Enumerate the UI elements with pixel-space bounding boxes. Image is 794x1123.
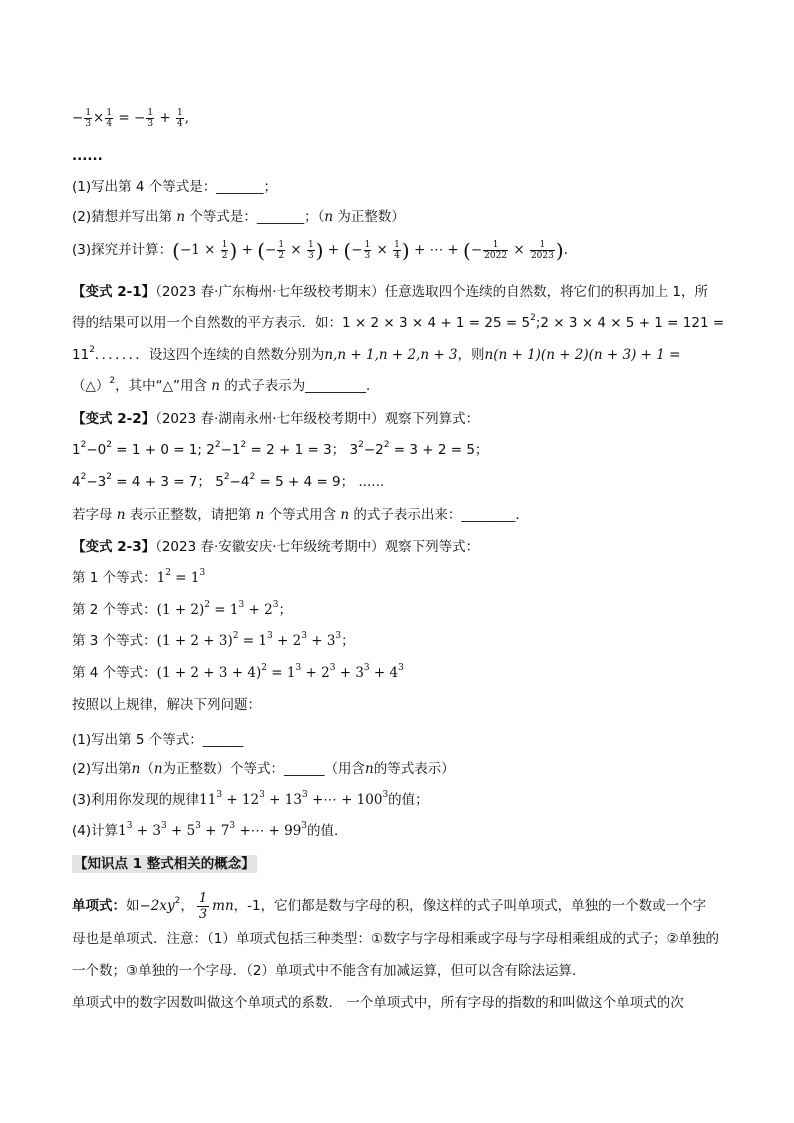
- text: (4)计算: [72, 823, 119, 839]
- monomial-line-3: 一个数；③单独的一个字母．（2）单项式中不能含有加减运算，但可以含有除法运算．: [72, 963, 586, 979]
- source: （2023 春·湖南永州·七年级校考期中）: [155, 411, 385, 427]
- numerator: 1: [483, 240, 508, 251]
- numerator: 1: [176, 108, 183, 118]
- rule-text: 按照以上规律，解决下列问题：: [72, 697, 261, 713]
- math-text: + 7: [200, 823, 230, 839]
- text: ;2 × 3 × 4 × 5 + 1 = 121 =: [535, 315, 725, 331]
- problem-4: (4)计算$1^3 + 3^3 + 5^3 + 7^3$ +⋯ + $99^3$的值．: [72, 821, 348, 839]
- math-text: = 1 + 0 = 1; 2: [111, 442, 215, 458]
- variant-2-2-row-1: $1^2-0^2 = 1 + 0 = 1$; $2^2-1^2 = 2 + 1 = 3$； $3^2-2^2 = 3 + 2 = 5$；: [72, 440, 489, 458]
- variant-2-3-header: [72, 537, 754, 557]
- math-text: = 3 + 2 = 5；: [389, 442, 489, 458]
- math-text: −1: [220, 442, 241, 458]
- text: 为正整数）个等式：______（用含: [162, 761, 366, 777]
- math-text: +: [159, 110, 171, 126]
- knowledge-point-heading: [72, 854, 754, 874]
- numerator: 1: [278, 240, 285, 250]
- variant-2-2-header: [72, 409, 754, 429]
- equation-2: 第 2 个等式：$(1 + 2)^2 = 1^3 + 2^3$；: [72, 600, 292, 618]
- source: （2023 春·安徽安庆·七年级统考期中）: [155, 539, 385, 555]
- fraction: [530, 240, 555, 261]
- denominator: 4: [106, 119, 113, 129]
- text: 表示正整数，请把第: [125, 507, 256, 523]
- math-text: 1: [118, 823, 127, 839]
- text: 为正整数）: [333, 209, 405, 225]
- variant-2-2-question: [72, 505, 754, 525]
- text: 任意选取四个连续的自然数，将它们的积再加上 1，所: [384, 284, 708, 300]
- text: 第 3 个等式：: [72, 633, 157, 649]
- text: 个等式是：_______；（: [185, 209, 325, 225]
- numerator: 1: [147, 108, 154, 118]
- text: 的式子表示出来：________．: [349, 507, 529, 523]
- text: 11: [72, 347, 90, 363]
- var-n: n: [211, 378, 220, 394]
- math-text: −3: [86, 474, 107, 490]
- source: （2023 春·广东梅州·七年级校考期末）: [155, 284, 385, 300]
- fraction: [84, 108, 92, 129]
- math-text: = 5 + 4 = 9； ......: [255, 474, 385, 490]
- variant-2-1-line-2: 得的结果可以用一个自然数的平方表示．如：$1 \times 2 \times 3 \times 4 + 1 = 25 = 5^2;2 \times 3 \times 4 \times 5 + 1 = 121$ =: [72, 313, 725, 331]
- text: 的式子表示为_________．: [220, 378, 380, 394]
- math-text: .: [563, 242, 568, 258]
- math-text: n(n + 1)(n + 2)(n + 3) + 1 =: [484, 347, 681, 363]
- denominator: 2022: [484, 251, 508, 261]
- math-text: 4: [72, 474, 81, 490]
- math-text: + ⋯ +: [409, 242, 464, 258]
- text: ，其中“△”用含: [115, 378, 212, 394]
- math-text: −: [265, 242, 277, 258]
- denominator: 3: [85, 119, 92, 129]
- text: 观察下列等式：: [384, 539, 480, 555]
- math-text: ×: [509, 242, 529, 258]
- math-text: 11: [199, 792, 217, 808]
- numerator: 1: [307, 240, 314, 250]
- math-text: −0: [86, 442, 107, 458]
- var-n: n: [340, 507, 350, 523]
- var-n: n: [324, 209, 334, 225]
- math-text: +: [237, 242, 258, 258]
- math-text: + 3: [132, 823, 161, 839]
- math-text: ,: [184, 110, 189, 126]
- var-n: n: [365, 761, 374, 777]
- variant-tag: 【变式 2-2】: [72, 411, 156, 427]
- math-text: + 12: [222, 792, 260, 808]
- text: 的等式表示）: [373, 761, 455, 777]
- text: ，则: [457, 347, 485, 363]
- text: 若字母: [72, 507, 117, 523]
- text: （: [140, 761, 154, 777]
- math-text: ×: [93, 110, 105, 126]
- text: 个等式用含: [264, 507, 341, 523]
- variant-2-1-line-1: [72, 282, 754, 302]
- fraction: [483, 240, 508, 261]
- equation-line-3: [72, 108, 754, 129]
- fraction: [197, 891, 209, 922]
- math-text: = −: [118, 110, 146, 126]
- numerator: 1: [530, 240, 555, 251]
- var-n: n: [255, 507, 265, 523]
- math-text: +⋯ + 99: [235, 823, 302, 839]
- math-text: −2: [363, 442, 384, 458]
- text: (2)写出第: [72, 761, 132, 777]
- fraction: [393, 240, 401, 261]
- numerator: 1: [364, 240, 371, 250]
- text: 得的结果可以用一个自然数的平方表示．如：1 × 2 × 3 × 4 + 1 = 25 = 5: [72, 315, 531, 331]
- problem-1: (1)写出第 5 个等式：______: [72, 732, 244, 748]
- question-3: [72, 240, 754, 261]
- fraction: [221, 240, 229, 261]
- ellipsis: ......: [72, 148, 103, 164]
- math-text: + 5: [166, 823, 196, 839]
- text: 第 1 个等式：: [72, 570, 157, 586]
- problem-2: [72, 759, 754, 779]
- text: 的值；: [388, 792, 429, 808]
- equation-3: 第 3 个等式：$(1 + 2 + 3)^2 = 1^3 + 2^3 + 3^3$；: [72, 631, 355, 649]
- var-n: n: [131, 761, 141, 777]
- denominator: 2: [278, 251, 285, 261]
- denominator: 3: [147, 119, 154, 129]
- variant-tag: 【变式 2-3】: [72, 539, 156, 555]
- variant-2-1-line-4: （△）$^2$，其中“△”用含 n 的式子表示为_________．: [72, 376, 380, 394]
- math-text: −4: [229, 474, 250, 490]
- text: 如: [126, 898, 140, 914]
- math-text: n,n + 1,n + 2,n + 3: [324, 347, 458, 363]
- variant-2-1-line-3: $11^2$．．．．．．．设这四个连续的自然数分别为n,n + 1,n + 2,n + 3，则n(n + 1)(n + 2)(n + 3) + 1 =: [72, 345, 681, 363]
- fraction: [277, 240, 285, 261]
- monomial-line-2: 母也是单项式．注意：（1）单项式包括三种类型：①数字与字母相乘或字母与字母相乘组成的式子；②单独的: [72, 931, 720, 947]
- variant-tag: 【变式 2-1】: [72, 284, 156, 300]
- text: ，: [180, 898, 194, 914]
- fraction: [364, 240, 372, 261]
- fraction: [176, 108, 184, 129]
- text: (2)猜想并写出第: [72, 209, 177, 225]
- math-text: −: [470, 242, 483, 258]
- fraction: [146, 108, 154, 129]
- var-n: n: [153, 761, 163, 777]
- math-text: + 13: [264, 792, 302, 808]
- monomial-line-1: 单项式：如$-2xy^2$， $\frac{1}{3}$ mn，-1，它们都是数与字母的积，像这样的式子叫单项式，单独的一个数或一个字: [72, 890, 707, 922]
- math-text: +⋯ + 100: [307, 792, 383, 808]
- math-text: +: [323, 242, 344, 258]
- math-text: = 4 + 3 = 7； 5: [111, 474, 224, 490]
- var-n: n: [116, 507, 126, 523]
- math-text: −: [72, 110, 84, 126]
- math-text: −: [351, 242, 363, 258]
- numerator: 1: [198, 890, 208, 906]
- fraction: [307, 240, 315, 261]
- term-label: 单项式：: [72, 898, 126, 914]
- expression: (−1 × $\frac{1}{2}$ ) + (− $\frac{1}{2}$ × $\frac{1}{3}$ ) + (− $\frac{1}{3}$ × $\frac{1}{4}$ ) + ⋯ + (− $\frac{1}{2022}$ × $\frac{1}{2023}$ ).: [172, 238, 568, 263]
- text: 第 4 个等式：: [72, 665, 157, 681]
- text: （△）: [72, 378, 110, 394]
- equation-1: 第 1 个等式：$1^2 = 1^3$: [72, 568, 206, 586]
- equation-4: 第 4 个等式：$(1 + 2 + 3 + 4)^2 = 1^3 + 2^3 + 3^3 + 4^3$: [72, 663, 404, 681]
- denominator: 2: [221, 251, 228, 261]
- var-n: n: [176, 209, 186, 225]
- variant-2-2-row-2: $4^2-3^2 = 4 + 3 = 7$； $5^2-4^2 = 5 + 4 = 9$； ......: [72, 472, 385, 490]
- math-text: mn: [212, 898, 234, 914]
- text: (3)探究并计算：: [72, 242, 173, 258]
- denominator: 3: [307, 251, 314, 261]
- numerator: 1: [221, 240, 228, 250]
- question-2: [72, 207, 754, 227]
- numerator: 1: [106, 108, 113, 118]
- denominator: 2023: [530, 251, 554, 261]
- math-text: = 2 + 1 = 3； 3: [246, 442, 359, 458]
- numerator: 1: [394, 240, 400, 250]
- knowledge-point-label: 【知识点 1 整式相关的概念】: [74, 856, 255, 872]
- text: 的值．: [307, 823, 348, 839]
- denominator: 4: [394, 251, 400, 261]
- math-text: −2xy: [139, 898, 175, 914]
- question-1: (1)写出第 4 个等式是：_______；: [72, 179, 278, 195]
- monomial-line-4: 单项式中的数字因数叫做这个单项式的系数． 一个单项式中，所有字母的指数的和叫做这个单项式的次: [72, 995, 684, 1011]
- fraction: [105, 108, 113, 129]
- text: ．．．．．．．设这四个连续的自然数分别为: [94, 347, 325, 363]
- math-text: ×: [286, 242, 306, 258]
- denominator: 3: [198, 906, 208, 922]
- numerator: 1: [85, 108, 92, 118]
- text: 第 2 个等式：: [72, 602, 157, 618]
- text: (3)利用你发现的规律: [72, 792, 200, 808]
- math-text: −1 ×: [179, 242, 220, 258]
- text: ，-1，它们都是数与字母的积，像这样的式子叫单项式，单独的一个数或一个字: [233, 898, 707, 914]
- denominator: 4: [176, 119, 183, 129]
- math-text: ×: [372, 242, 393, 258]
- denominator: 3: [364, 251, 371, 261]
- problem-3: (3)利用你发现的规律$11^3 + 12^3 + 13^3$ +⋯ + $100^3$的值；: [72, 790, 429, 808]
- text: 观察下列算式：: [384, 411, 480, 427]
- math-text: 1: [72, 442, 81, 458]
